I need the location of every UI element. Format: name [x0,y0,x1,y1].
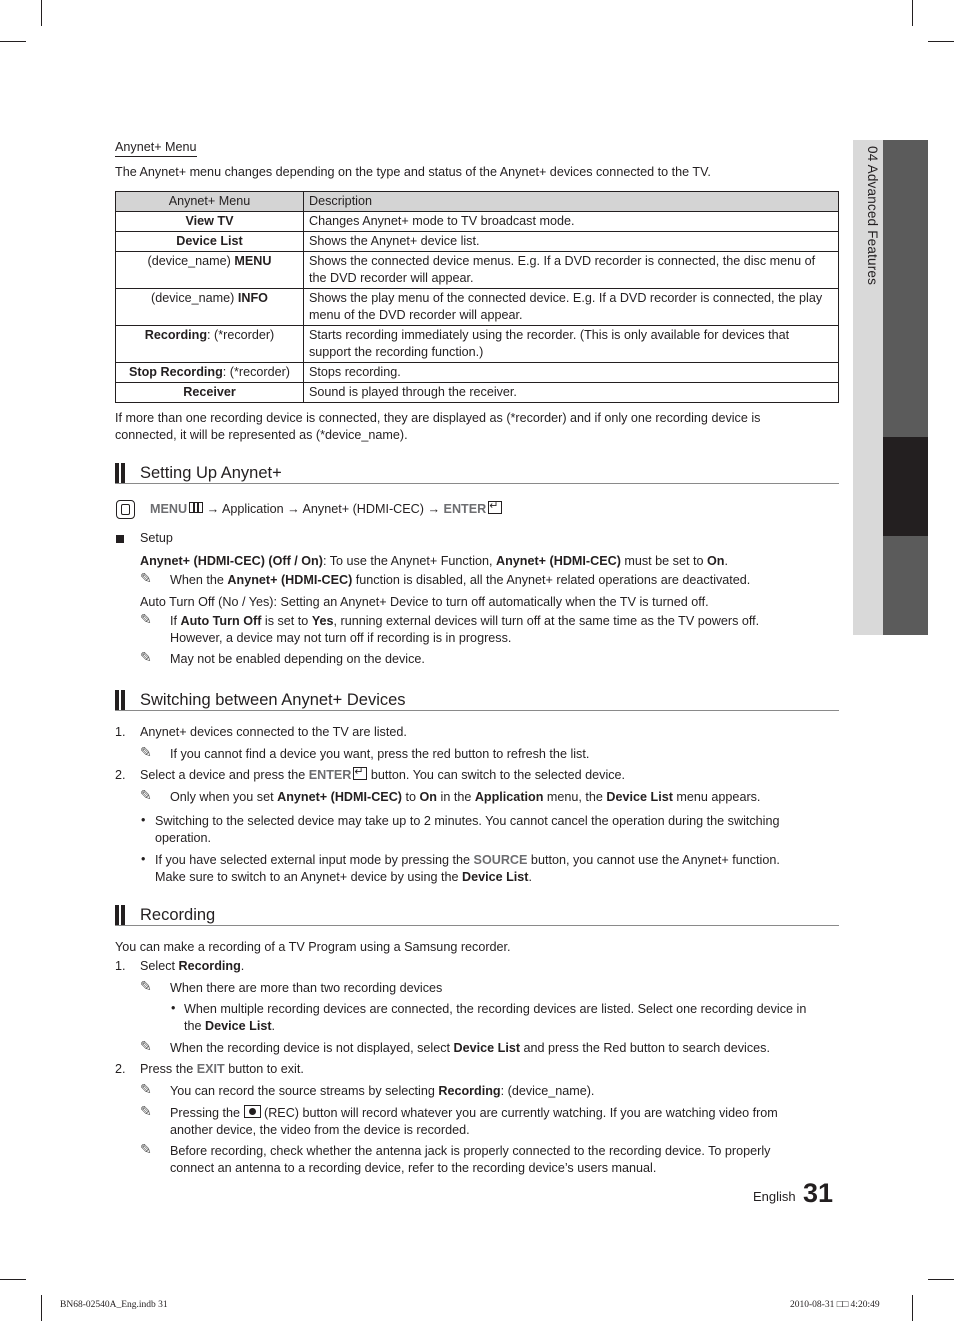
crop-mark [41,0,42,26]
table-row [116,212,839,232]
anynet-label: Anynet+ (HDMI-CEC) [302,502,424,516]
note-icon: ✎ [140,570,152,586]
description-cell: Shows the play menu of the connected device. E.g. If a DVD recorder is connected, the play menu of the DVD recorder will appear. [304,289,839,326]
switching-bullet-2: If you have selected external input mode by pressing the SOURCE button, you cannot use the Anynet+ function. Make sure to switch to an Anynet+ device by using the Device List. [155,853,780,884]
note-icon: ✎ [140,978,152,994]
recording-note-4: Pressing the (REC) button will record whatever you are currently watching. If you are watching video from another device, the video from the device is recorded. [170,1106,778,1137]
description-cell: Stops recording. [304,363,839,383]
column-header: Description [304,192,839,212]
crop-mark [0,1279,26,1280]
enter-key: ENTER [443,502,487,516]
chapter-tab-active [883,437,928,536]
table-row [116,289,839,326]
page-number: 31 [803,1178,834,1208]
section-heading-switching [115,690,839,711]
section-heading-recording [115,905,839,926]
recording-step-2: Press the EXIT button to exit. [140,1062,304,1076]
switching-step-2: Select a device and press the ENTER↵ button. You can switch to the selected device. [140,767,625,784]
switching-step-2-note: Only when you set Anynet+ (HDMI-CEC) to On in the Application menu, the Device List menu appears. [170,790,761,804]
note-icon: ✎ [140,744,152,760]
menu-item-cell: View TV [116,212,304,232]
menu-item-cell: Stop Recording: (*recorder) [116,363,304,383]
recording-step-1: Select Recording. [140,959,245,973]
enter-icon [353,767,367,780]
crop-mark [912,0,913,26]
setup-note-2: If Auto Turn Off is set to Yes, running external devices will turn off at the same time as the TV powers off. However, a device may not turn off if recording is in progress. [170,614,760,645]
setup-item-auto-turn-off: Auto Turn Off (No / Yes): Setting an Anynet+ Device to turn off automatically when the TV is turned off. [140,595,709,609]
table-header-row [116,192,839,212]
menu-path: MENU → Application → Anynet+ (HDMI-CEC) → ENTER↵ [150,501,502,518]
recording-note-1: When there are more than two recording devices [170,981,443,995]
table-row [116,252,839,289]
crop-mark [912,1295,913,1321]
note-icon: ✎ [140,1141,152,1157]
crop-mark [41,1295,42,1321]
crop-mark [928,41,954,42]
footer-language: English [753,1189,796,1204]
note-icon: ✎ [140,649,152,665]
square-bullet-icon [116,535,124,543]
menu-path-icon [116,500,135,519]
section-title: Switching between Anynet+ Devices [140,691,406,709]
chapter-label: 04 Advanced Features [865,146,880,286]
step-number: 2. [115,768,126,782]
bullet-dot-icon: • [141,813,146,827]
description-cell: Sound is played through the receiver. [304,383,839,403]
note-icon: ✎ [140,611,152,627]
step-number: 2. [115,1062,126,1076]
menu-item-cell: Device List [116,232,304,252]
menu-item-cell: (device_name) MENU [116,252,304,289]
bullet-dot-icon: • [171,1001,176,1015]
note-icon: ✎ [140,1103,152,1119]
setup-label: Setup [140,531,173,545]
anynet-menu-heading: Anynet+ Menu [115,139,197,157]
menu-grid-icon [189,502,203,513]
setup-note-3: May not be enabled depending on the device. [170,652,425,666]
anynet-menu-footnote: If more than one recording device is connected, they are displayed as (*recorder) and if only one recording device is connected, it will be represented as (*device_name). [115,411,761,442]
bullet-dot-icon: • [141,852,146,866]
section-bar-icon [115,690,125,710]
print-date-info: 2010-08-31 □□ 4:20:49 [790,1300,880,1310]
menu-key: MENU [150,502,188,516]
section-heading-setup [115,463,839,484]
section-bar-icon [115,463,125,483]
anynet-menu-table [115,191,839,403]
recording-note-2: When the recording device is not displayed, select Device List and press the Red button to search devices. [170,1041,770,1055]
table-row [116,383,839,403]
print-file-info: BN68-02540A_Eng.indb 31 [60,1300,168,1310]
description-cell: Shows the Anynet+ device list. [304,232,839,252]
step-number: 1. [115,959,126,973]
anynet-menu-intro: The Anynet+ menu changes depending on the type and status of the Anynet+ devices connected to the TV. [115,165,711,179]
menu-item-cell: Recording: (*recorder) [116,326,304,363]
table-row [116,232,839,252]
column-header: Anynet+ Menu [116,192,304,212]
note-icon: ✎ [140,1038,152,1054]
section-bar-icon [115,905,125,925]
switching-step-1: Anynet+ devices connected to the TV are listed. [140,725,407,739]
note-icon: ✎ [140,1081,152,1097]
table-row [116,326,839,363]
recording-note-3: You can record the source streams by selecting Recording: (device_name). [170,1084,595,1098]
crop-mark [0,41,26,42]
step-number: 1. [115,725,126,739]
chapter-tab [883,536,928,635]
switching-step-1-note: If you cannot find a device you want, press the red button to refresh the list. [170,747,590,761]
crop-mark [928,1279,954,1280]
recording-note-5: Before recording, check whether the antenna jack is properly connected to the recording device. To properly connect an antenna to a recording device, refer to the recording device’s users manual. [170,1144,771,1175]
setup-note-1: When the Anynet+ (HDMI-CEC) function is disabled, all the Anynet+ related operations are deactivated. [170,573,751,587]
rec-button-icon [244,1105,261,1118]
application-label: Application [222,502,284,516]
recording-intro: You can make a recording of a TV Program using a Samsung recorder. [115,940,511,954]
table-row [116,363,839,383]
chapter-tab [883,140,928,437]
description-cell: Shows the connected device menus. E.g. If a DVD recorder is connected, the disc menu of the DVD recorder will appear. [304,252,839,289]
switching-bullet-1: Switching to the selected device may take up to 2 minutes. You cannot cancel the operation during the switching operation. [155,814,780,845]
recording-sub-bullet: When multiple recording devices are connected, the recording devices are listed. Select one recording device in the Device List. [184,1002,807,1033]
menu-item-cell: (device_name) INFO [116,289,304,326]
section-title: Setting Up Anynet+ [140,464,282,482]
note-icon: ✎ [140,787,152,803]
description-cell: Starts recording immediately using the recorder. (This is only available for devices that support the recording function.) [304,326,839,363]
setup-item-anynet: Anynet+ (HDMI-CEC) (Off / On): To use the Anynet+ Function, Anynet+ (HDMI-CEC) must be set to On. [140,554,728,568]
section-title: Recording [140,906,216,924]
menu-item-cell: Receiver [116,383,304,403]
enter-icon [488,501,502,514]
description-cell: Changes Anynet+ mode to TV broadcast mode. [304,212,839,232]
